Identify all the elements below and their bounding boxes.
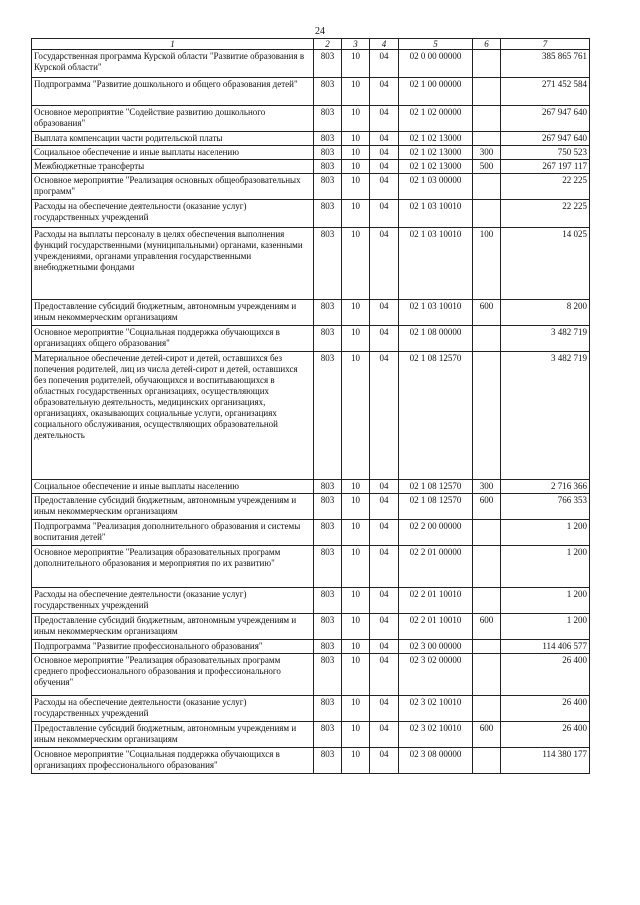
budget-table [31, 38, 590, 774]
row-name: Расходы на обеспечение деятельности (оказание услуг) государственных учреждений [32, 696, 314, 722]
subsection-code: 04 [370, 654, 399, 696]
table-row [32, 160, 590, 174]
target-article-code: 02 1 00 00000 [399, 78, 473, 106]
admin-code: 803 [314, 50, 342, 78]
table-row [32, 146, 590, 160]
section-code: 10 [342, 160, 370, 174]
amount: 2 716 366 [501, 480, 590, 494]
amount: 3 482 719 [501, 326, 590, 352]
table-row [32, 228, 590, 300]
expense-type-code [473, 106, 501, 132]
admin-code: 803 [314, 326, 342, 352]
expense-type-code: 600 [473, 300, 501, 326]
table-row [32, 546, 590, 588]
amount: 1 200 [501, 546, 590, 588]
table-row [32, 106, 590, 132]
target-article-code: 02 2 01 10010 [399, 588, 473, 614]
section-code: 10 [342, 300, 370, 326]
admin-code: 803 [314, 614, 342, 640]
expense-type-code [473, 640, 501, 654]
subsection-code: 04 [370, 696, 399, 722]
row-name: Социальное обеспечение и иные выплаты населению [32, 480, 314, 494]
table-row [32, 300, 590, 326]
expense-type-code [473, 696, 501, 722]
admin-code: 803 [314, 106, 342, 132]
page-number: 24 [315, 26, 325, 37]
row-name: Предоставление субсидий бюджетным, автономным учреждениям и иным некоммерческим организациям [32, 722, 314, 748]
amount: 8 200 [501, 300, 590, 326]
amount: 26 400 [501, 722, 590, 748]
section-code: 10 [342, 50, 370, 78]
amount: 766 353 [501, 494, 590, 520]
expense-type-code: 600 [473, 722, 501, 748]
subsection-code: 04 [370, 480, 399, 494]
row-name: Подпрограмма "Реализация дополнительного образования и системы воспитания детей" [32, 520, 314, 546]
section-code: 10 [342, 174, 370, 200]
subsection-code: 04 [370, 352, 399, 480]
subsection-code: 04 [370, 588, 399, 614]
row-name: Подпрограмма "Развитие профессионального образования" [32, 640, 314, 654]
target-article-code: 02 1 03 10010 [399, 300, 473, 326]
section-code: 10 [342, 326, 370, 352]
expense-type-code [473, 200, 501, 228]
admin-code: 803 [314, 174, 342, 200]
target-article-code: 02 1 08 12570 [399, 480, 473, 494]
row-name: Государственная программа Курской области "Развитие образования в Курской области" [32, 50, 314, 78]
expense-type-code: 600 [473, 614, 501, 640]
admin-code: 803 [314, 546, 342, 588]
target-article-code: 02 2 01 10010 [399, 614, 473, 640]
subsection-code: 04 [370, 300, 399, 326]
table-row [32, 174, 590, 200]
expense-type-code: 300 [473, 146, 501, 160]
admin-code: 803 [314, 748, 342, 774]
subsection-code: 04 [370, 106, 399, 132]
target-article-code: 02 1 02 00000 [399, 106, 473, 132]
subsection-code: 04 [370, 722, 399, 748]
section-code: 10 [342, 78, 370, 106]
row-name: Расходы на обеспечение деятельности (оказание услуг) государственных учреждений [32, 200, 314, 228]
table-row [32, 352, 590, 480]
subsection-code: 04 [370, 160, 399, 174]
target-article-code: 02 1 03 10010 [399, 228, 473, 300]
target-article-code: 02 3 02 10010 [399, 722, 473, 748]
target-article-code: 02 1 02 13000 [399, 160, 473, 174]
expense-type-code [473, 132, 501, 146]
row-name: Основное мероприятие "Содействие развитию дошкольного образования" [32, 106, 314, 132]
subsection-code: 04 [370, 640, 399, 654]
target-article-code: 02 1 02 13000 [399, 146, 473, 160]
admin-code: 803 [314, 722, 342, 748]
expense-type-code [473, 654, 501, 696]
column-number-row [32, 39, 590, 50]
column-number: 1 [32, 39, 314, 50]
table-row [32, 614, 590, 640]
target-article-code: 02 3 00 00000 [399, 640, 473, 654]
subsection-code: 04 [370, 520, 399, 546]
target-article-code: 02 1 02 13000 [399, 132, 473, 146]
section-code: 10 [342, 106, 370, 132]
subsection-code: 04 [370, 132, 399, 146]
column-number: 6 [473, 39, 501, 50]
target-article-code: 02 1 03 00000 [399, 174, 473, 200]
target-article-code: 02 3 08 00000 [399, 748, 473, 774]
target-article-code: 02 3 02 00000 [399, 654, 473, 696]
amount: 1 200 [501, 588, 590, 614]
table-row [32, 748, 590, 774]
expense-type-code: 600 [473, 494, 501, 520]
section-code: 10 [342, 696, 370, 722]
target-article-code: 02 1 08 00000 [399, 326, 473, 352]
target-article-code: 02 1 03 10010 [399, 200, 473, 228]
amount: 22 225 [501, 174, 590, 200]
amount: 114 406 577 [501, 640, 590, 654]
target-article-code: 02 2 01 00000 [399, 546, 473, 588]
table-row [32, 696, 590, 722]
expense-type-code [473, 588, 501, 614]
expense-type-code: 500 [473, 160, 501, 174]
expense-type-code [473, 352, 501, 480]
subsection-code: 04 [370, 228, 399, 300]
row-name: Расходы на обеспечение деятельности (оказание услуг) государственных учреждений [32, 588, 314, 614]
section-code: 10 [342, 480, 370, 494]
amount: 385 865 761 [501, 50, 590, 78]
expense-type-code [473, 520, 501, 546]
table-row [32, 722, 590, 748]
admin-code: 803 [314, 494, 342, 520]
section-code: 10 [342, 494, 370, 520]
row-name: Предоставление субсидий бюджетным, автономным учреждениям и иным некоммерческим организациям [32, 614, 314, 640]
row-name: Материальное обеспечение детей-сирот и детей, оставшихся без попечения родителей, лиц из числа детей-сирот и детей, оставшихся без попечения родителей, обучающихся и воспитывающихся в областных государственных организациях, осуществляющих образовательную деятельность, медицинских организациях, организациях, оказывающих социальные услуги, организациях социального обслуживания, осуществляющих образовательной деятельность [32, 352, 314, 480]
admin-code: 803 [314, 588, 342, 614]
row-name: Межбюджетные трансферты [32, 160, 314, 174]
row-name: Расходы на выплаты персоналу в целях обеспечения выполнения функций государственными (муниципальными) органами, казенными учреждениями, органами управления государственными внебюджетными фондами [32, 228, 314, 300]
section-code: 10 [342, 228, 370, 300]
admin-code: 803 [314, 200, 342, 228]
table-row [32, 200, 590, 228]
row-name: Основное мероприятие "Реализация образовательных программ дополнительного образования и мероприятия по их развитию" [32, 546, 314, 588]
admin-code: 803 [314, 132, 342, 146]
section-code: 10 [342, 748, 370, 774]
subsection-code: 04 [370, 174, 399, 200]
section-code: 10 [342, 640, 370, 654]
expense-type-code [473, 50, 501, 78]
section-code: 10 [342, 722, 370, 748]
admin-code: 803 [314, 160, 342, 174]
amount: 3 482 719 [501, 352, 590, 480]
amount: 271 452 584 [501, 78, 590, 106]
admin-code: 803 [314, 480, 342, 494]
admin-code: 803 [314, 696, 342, 722]
admin-code: 803 [314, 300, 342, 326]
subsection-code: 04 [370, 614, 399, 640]
subsection-code: 04 [370, 546, 399, 588]
column-number: 3 [342, 39, 370, 50]
target-article-code: 02 1 08 12570 [399, 352, 473, 480]
amount: 750 523 [501, 146, 590, 160]
row-name: Основное мероприятие "Социальная поддержка обучающихся в организациях общего образования" [32, 326, 314, 352]
subsection-code: 04 [370, 748, 399, 774]
amount: 22 225 [501, 200, 590, 228]
table-row [32, 132, 590, 146]
table-row [32, 480, 590, 494]
amount: 26 400 [501, 654, 590, 696]
section-code: 10 [342, 614, 370, 640]
column-number: 5 [399, 39, 473, 50]
target-article-code: 02 1 08 12570 [399, 494, 473, 520]
admin-code: 803 [314, 640, 342, 654]
section-code: 10 [342, 352, 370, 480]
section-code: 10 [342, 520, 370, 546]
row-name: Основное мероприятие "Реализация образовательных программ среднего профессионального образования и профессионального обучения" [32, 654, 314, 696]
section-code: 10 [342, 200, 370, 228]
amount: 1 200 [501, 520, 590, 546]
admin-code: 803 [314, 520, 342, 546]
expense-type-code: 100 [473, 228, 501, 300]
expense-type-code [473, 546, 501, 588]
amount: 26 400 [501, 696, 590, 722]
section-code: 10 [342, 546, 370, 588]
table-row [32, 588, 590, 614]
column-number: 4 [370, 39, 399, 50]
row-name: Предоставление субсидий бюджетным, автономным учреждениям и иным некоммерческим организациям [32, 494, 314, 520]
section-code: 10 [342, 588, 370, 614]
target-article-code: 02 0 00 00000 [399, 50, 473, 78]
subsection-code: 04 [370, 200, 399, 228]
row-name: Основное мероприятие "Социальная поддержка обучающихся в организациях профессионального образования" [32, 748, 314, 774]
subsection-code: 04 [370, 326, 399, 352]
admin-code: 803 [314, 146, 342, 160]
amount: 114 380 177 [501, 748, 590, 774]
table-row [32, 640, 590, 654]
table-row [32, 654, 590, 696]
amount: 267 947 640 [501, 106, 590, 132]
admin-code: 803 [314, 352, 342, 480]
column-number: 7 [501, 39, 590, 50]
table-row [32, 50, 590, 78]
row-name: Социальное обеспечение и иные выплаты населению [32, 146, 314, 160]
table-row [32, 326, 590, 352]
admin-code: 803 [314, 228, 342, 300]
amount: 14 025 [501, 228, 590, 300]
subsection-code: 04 [370, 50, 399, 78]
row-name: Выплата компенсации части родительской платы [32, 132, 314, 146]
row-name: Подпрограмма "Развитие дошкольного и общего образования детей" [32, 78, 314, 106]
expense-type-code [473, 326, 501, 352]
table-row [32, 494, 590, 520]
expense-type-code [473, 748, 501, 774]
amount: 267 197 117 [501, 160, 590, 174]
column-number: 2 [314, 39, 342, 50]
row-name: Предоставление субсидий бюджетным, автономным учреждениям и иным некоммерческим организациям [32, 300, 314, 326]
section-code: 10 [342, 132, 370, 146]
target-article-code: 02 3 02 10010 [399, 696, 473, 722]
section-code: 10 [342, 146, 370, 160]
row-name: Основное мероприятие "Реализация основных общеобразовательных программ" [32, 174, 314, 200]
amount: 1 200 [501, 614, 590, 640]
expense-type-code [473, 78, 501, 106]
table-row [32, 520, 590, 546]
expense-type-code: 300 [473, 480, 501, 494]
section-code: 10 [342, 654, 370, 696]
admin-code: 803 [314, 654, 342, 696]
subsection-code: 04 [370, 78, 399, 106]
expense-type-code [473, 174, 501, 200]
subsection-code: 04 [370, 494, 399, 520]
target-article-code: 02 2 00 00000 [399, 520, 473, 546]
admin-code: 803 [314, 78, 342, 106]
amount: 267 947 640 [501, 132, 590, 146]
table-row [32, 78, 590, 106]
subsection-code: 04 [370, 146, 399, 160]
